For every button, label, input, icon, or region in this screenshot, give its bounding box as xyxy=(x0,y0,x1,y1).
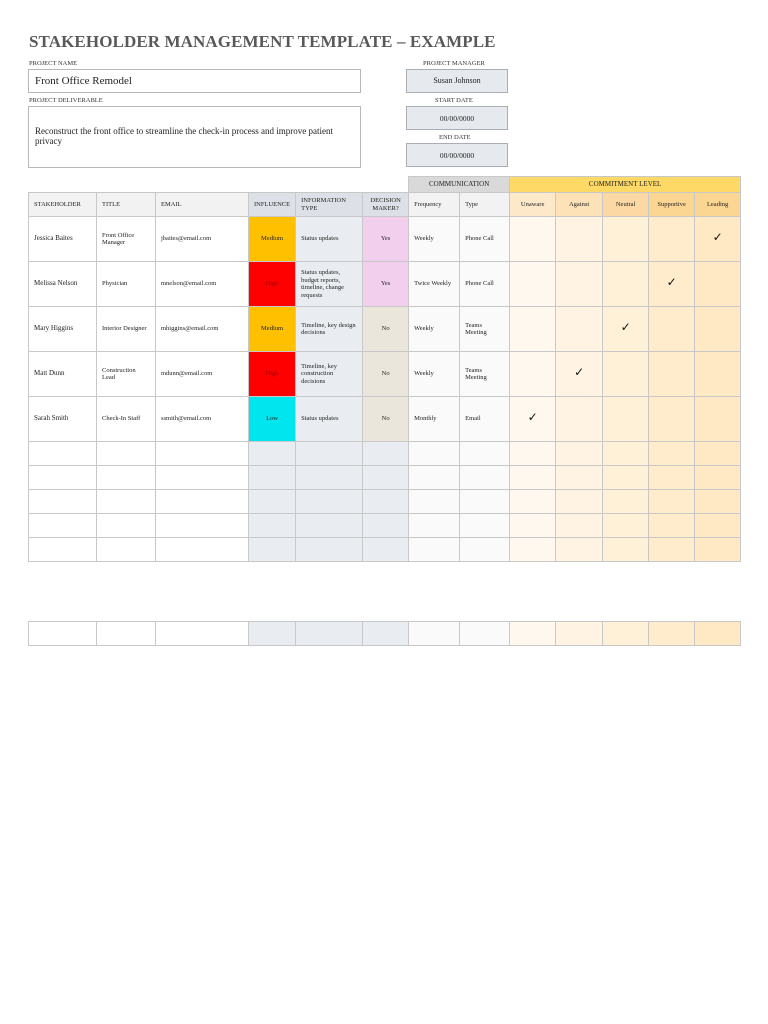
commitment-supportive-cell[interactable] xyxy=(649,262,695,307)
email-cell[interactable]: mdunn@email.com xyxy=(156,352,249,397)
frequency-cell[interactable]: Weekly xyxy=(409,352,460,397)
empty-cell[interactable] xyxy=(29,442,97,466)
empty-cell[interactable] xyxy=(97,442,156,466)
page-title: STAKEHOLDER MANAGEMENT TEMPLATE – EXAMPLE xyxy=(29,32,496,51)
empty-table-row xyxy=(29,490,741,514)
empty-cell[interactable] xyxy=(296,466,363,490)
project-manager-label: PROJECT MANAGER xyxy=(423,60,485,67)
influence-cell[interactable]: Low xyxy=(249,397,296,442)
check-mark-icon: ✓ xyxy=(712,230,723,245)
empty-cell[interactable] xyxy=(510,538,556,562)
start-date-field[interactable]: 00/00/0000 xyxy=(406,106,508,130)
commitment-supportive-cell[interactable] xyxy=(649,397,695,442)
empty-cell[interactable] xyxy=(556,466,603,490)
decision-maker-cell[interactable]: No xyxy=(363,352,409,397)
empty-cell[interactable] xyxy=(249,538,296,562)
empty-cell[interactable] xyxy=(296,538,363,562)
empty-cell[interactable] xyxy=(603,514,649,538)
empty-cell[interactable] xyxy=(460,490,510,514)
empty-cell[interactable] xyxy=(649,490,695,514)
commitment-unaware-cell[interactable] xyxy=(510,217,556,262)
commitment-against-cell[interactable] xyxy=(556,217,603,262)
empty-cell[interactable] xyxy=(649,442,695,466)
header-against: Against xyxy=(556,193,603,217)
commitment-supportive-cell[interactable] xyxy=(649,352,695,397)
project-deliverable-label: PROJECT DELIVERABLE xyxy=(29,97,103,104)
extra-table-row xyxy=(28,621,741,646)
type-cell[interactable]: Teams Meeting xyxy=(460,352,510,397)
stakeholder-name-cell[interactable]: Melissa Nelson xyxy=(29,262,97,307)
stakeholder-name-cell[interactable]: Mary Higgins xyxy=(29,307,97,352)
type-cell[interactable]: Phone Call xyxy=(460,217,510,262)
header-stakeholder: STAKEHOLDER xyxy=(29,193,97,217)
influence-cell[interactable]: High xyxy=(249,262,296,307)
frequency-cell[interactable]: Weekly xyxy=(409,307,460,352)
empty-cell[interactable] xyxy=(409,466,460,490)
empty-cell[interactable] xyxy=(460,538,510,562)
empty-cell[interactable] xyxy=(695,442,741,466)
empty-table-row xyxy=(29,466,741,490)
check-mark-icon: ✓ xyxy=(527,410,538,425)
decision-maker-cell[interactable]: No xyxy=(363,307,409,352)
stakeholder-name-cell[interactable]: Sarah Smith xyxy=(29,397,97,442)
empty-cell[interactable] xyxy=(556,490,603,514)
start-date-label: START DATE xyxy=(435,97,473,104)
empty-cell[interactable] xyxy=(296,442,363,466)
header-unaware: Unaware xyxy=(510,193,556,217)
header-title: TITLE xyxy=(97,193,156,217)
frequency-cell[interactable]: Weekly xyxy=(409,217,460,262)
header-info-type: INFORMATION TYPE xyxy=(296,193,363,217)
empty-cell[interactable] xyxy=(249,442,296,466)
header-leading: Leading xyxy=(695,193,741,217)
type-cell[interactable]: Email xyxy=(460,397,510,442)
empty-cell[interactable] xyxy=(363,514,409,538)
influence-cell[interactable]: Medium xyxy=(249,217,296,262)
empty-cell[interactable] xyxy=(156,514,249,538)
communication-group-header: COMMUNICATION xyxy=(409,177,510,193)
empty-cell[interactable] xyxy=(363,442,409,466)
empty-cell[interactable] xyxy=(249,466,296,490)
empty-cell[interactable] xyxy=(460,514,510,538)
empty-cell[interactable] xyxy=(603,622,649,646)
type-cell[interactable]: Teams Meeting xyxy=(460,307,510,352)
empty-cell[interactable] xyxy=(460,466,510,490)
commitment-leading-cell[interactable] xyxy=(695,307,741,352)
empty-cell[interactable] xyxy=(29,622,97,646)
check-mark-icon: ✓ xyxy=(620,320,631,335)
commitment-leading-cell[interactable] xyxy=(695,397,741,442)
check-mark-icon: ✓ xyxy=(666,275,677,290)
empty-cell[interactable] xyxy=(29,466,97,490)
decision-maker-cell[interactable]: Yes xyxy=(363,217,409,262)
empty-cell[interactable] xyxy=(695,490,741,514)
stakeholder-name-cell[interactable]: Jessica Baites xyxy=(29,217,97,262)
email-cell[interactable]: mhiggins@email.com xyxy=(156,307,249,352)
commitment-neutral-cell[interactable] xyxy=(603,397,649,442)
empty-cell[interactable] xyxy=(97,466,156,490)
table-row xyxy=(29,217,741,262)
info-type-cell[interactable]: Timeline, key design decisions xyxy=(296,307,363,352)
commitment-neutral-cell[interactable] xyxy=(603,262,649,307)
empty-cell[interactable] xyxy=(510,622,556,646)
empty-cell[interactable] xyxy=(409,514,460,538)
commitment-unaware-cell[interactable] xyxy=(510,307,556,352)
empty-cell[interactable] xyxy=(97,538,156,562)
column-header-row xyxy=(29,193,741,217)
commitment-leading-cell[interactable] xyxy=(695,217,741,262)
commitment-supportive-cell[interactable] xyxy=(649,307,695,352)
stakeholder-table xyxy=(28,176,741,562)
empty-cell[interactable] xyxy=(249,490,296,514)
empty-cell[interactable] xyxy=(510,442,556,466)
email-cell[interactable]: mnelson@email.com xyxy=(156,262,249,307)
influence-cell[interactable]: High xyxy=(249,352,296,397)
empty-cell[interactable] xyxy=(29,514,97,538)
empty-cell[interactable] xyxy=(603,490,649,514)
empty-cell[interactable] xyxy=(296,622,363,646)
commitment-neutral-cell[interactable] xyxy=(603,352,649,397)
commitment-group-header: COMMITMENT LEVEL xyxy=(510,177,741,193)
empty-cell[interactable] xyxy=(556,538,603,562)
commitment-against-cell[interactable] xyxy=(556,352,603,397)
commitment-leading-cell[interactable] xyxy=(695,352,741,397)
table-row xyxy=(29,352,741,397)
info-type-cell[interactable]: Timeline, key construction decisions xyxy=(296,352,363,397)
empty-cell[interactable] xyxy=(409,538,460,562)
empty-cell[interactable] xyxy=(460,442,510,466)
empty-cell[interactable] xyxy=(156,466,249,490)
empty-cell[interactable] xyxy=(556,514,603,538)
frequency-cell[interactable]: Twice Weekly xyxy=(409,262,460,307)
influence-cell[interactable]: Medium xyxy=(249,307,296,352)
header-type: Type xyxy=(460,193,510,217)
empty-cell[interactable] xyxy=(603,466,649,490)
empty-cell[interactable] xyxy=(695,538,741,562)
empty-cell[interactable] xyxy=(695,514,741,538)
title-cell[interactable]: Check-In Staff xyxy=(97,397,156,442)
empty-cell[interactable] xyxy=(363,538,409,562)
end-date-label: END DATE xyxy=(439,134,471,141)
commitment-unaware-cell[interactable] xyxy=(510,262,556,307)
empty-cell[interactable] xyxy=(695,466,741,490)
decision-maker-cell[interactable]: Yes xyxy=(363,262,409,307)
empty-cell[interactable] xyxy=(296,490,363,514)
header-influence: INFLUENCE xyxy=(249,193,296,217)
group-spacer xyxy=(29,177,409,193)
info-type-cell[interactable]: Status updates, budget reports, timeline, change requests xyxy=(296,262,363,307)
empty-cell[interactable] xyxy=(649,466,695,490)
email-cell[interactable]: jbaites@email.com xyxy=(156,217,249,262)
header-supportive: Supportive xyxy=(649,193,695,217)
header-decision-maker: DECISION MAKER? xyxy=(363,193,409,217)
commitment-unaware-cell[interactable] xyxy=(510,397,556,442)
empty-cell[interactable] xyxy=(156,622,249,646)
empty-cell[interactable] xyxy=(510,514,556,538)
empty-cell[interactable] xyxy=(156,538,249,562)
empty-cell[interactable] xyxy=(556,622,603,646)
title-cell[interactable]: Construction Lead xyxy=(97,352,156,397)
empty-table-row xyxy=(29,622,741,646)
info-type-cell[interactable]: Status updates xyxy=(296,397,363,442)
empty-table-row xyxy=(29,442,741,466)
empty-cell[interactable] xyxy=(649,538,695,562)
empty-cell[interactable] xyxy=(29,538,97,562)
empty-cell[interactable] xyxy=(363,466,409,490)
table-row xyxy=(29,397,741,442)
empty-cell[interactable] xyxy=(556,442,603,466)
empty-cell[interactable] xyxy=(409,622,460,646)
empty-cell[interactable] xyxy=(649,514,695,538)
empty-cell[interactable] xyxy=(29,490,97,514)
empty-cell[interactable] xyxy=(363,622,409,646)
empty-cell[interactable] xyxy=(603,538,649,562)
empty-cell[interactable] xyxy=(510,466,556,490)
empty-cell[interactable] xyxy=(296,514,363,538)
empty-cell[interactable] xyxy=(409,490,460,514)
commitment-against-cell[interactable] xyxy=(556,397,603,442)
empty-cell[interactable] xyxy=(97,490,156,514)
info-type-cell[interactable]: Status updates xyxy=(296,217,363,262)
title-cell[interactable]: Interior Designer xyxy=(97,307,156,352)
empty-cell[interactable] xyxy=(249,622,296,646)
commitment-against-cell[interactable] xyxy=(556,262,603,307)
empty-cell[interactable] xyxy=(510,490,556,514)
check-mark-icon: ✓ xyxy=(574,365,585,380)
commitment-supportive-cell[interactable] xyxy=(649,217,695,262)
title-cell[interactable]: Front Office Manager xyxy=(97,217,156,262)
empty-cell[interactable] xyxy=(156,490,249,514)
end-date-field[interactable]: 00/00/0000 xyxy=(406,143,508,167)
header-neutral: Neutral xyxy=(603,193,649,217)
empty-cell[interactable] xyxy=(363,490,409,514)
title-cell[interactable]: Physician xyxy=(97,262,156,307)
project-manager-field[interactable]: Susan Johnson xyxy=(406,69,508,93)
empty-cell[interactable] xyxy=(97,514,156,538)
empty-cell[interactable] xyxy=(409,442,460,466)
empty-cell[interactable] xyxy=(603,442,649,466)
decision-maker-cell[interactable]: No xyxy=(363,397,409,442)
header-email: EMAIL xyxy=(156,193,249,217)
project-deliverable-field[interactable]: Reconstruct the front office to streamline the check-in process and improve patient privacy xyxy=(28,106,361,168)
header-frequency: Frequency xyxy=(409,193,460,217)
empty-table-row xyxy=(29,514,741,538)
table-row xyxy=(29,307,741,352)
project-name-label: PROJECT NAME xyxy=(29,60,78,67)
commitment-leading-cell[interactable] xyxy=(695,262,741,307)
empty-cell[interactable] xyxy=(97,622,156,646)
type-cell[interactable]: Phone Call xyxy=(460,262,510,307)
project-name-field[interactable]: Front Office Remodel xyxy=(28,69,361,93)
commitment-neutral-cell[interactable] xyxy=(603,217,649,262)
empty-cell[interactable] xyxy=(649,622,695,646)
table-row xyxy=(29,262,741,307)
stakeholder-name-cell[interactable]: Matt Dunn xyxy=(29,352,97,397)
commitment-unaware-cell[interactable] xyxy=(510,352,556,397)
commitment-neutral-cell[interactable] xyxy=(603,307,649,352)
empty-cell[interactable] xyxy=(249,514,296,538)
commitment-against-cell[interactable] xyxy=(556,307,603,352)
empty-cell[interactable] xyxy=(156,442,249,466)
empty-cell[interactable] xyxy=(695,622,741,646)
empty-cell[interactable] xyxy=(460,622,510,646)
frequency-cell[interactable]: Monthly xyxy=(409,397,460,442)
email-cell[interactable]: ssmith@email.com xyxy=(156,397,249,442)
empty-table-row xyxy=(29,538,741,562)
